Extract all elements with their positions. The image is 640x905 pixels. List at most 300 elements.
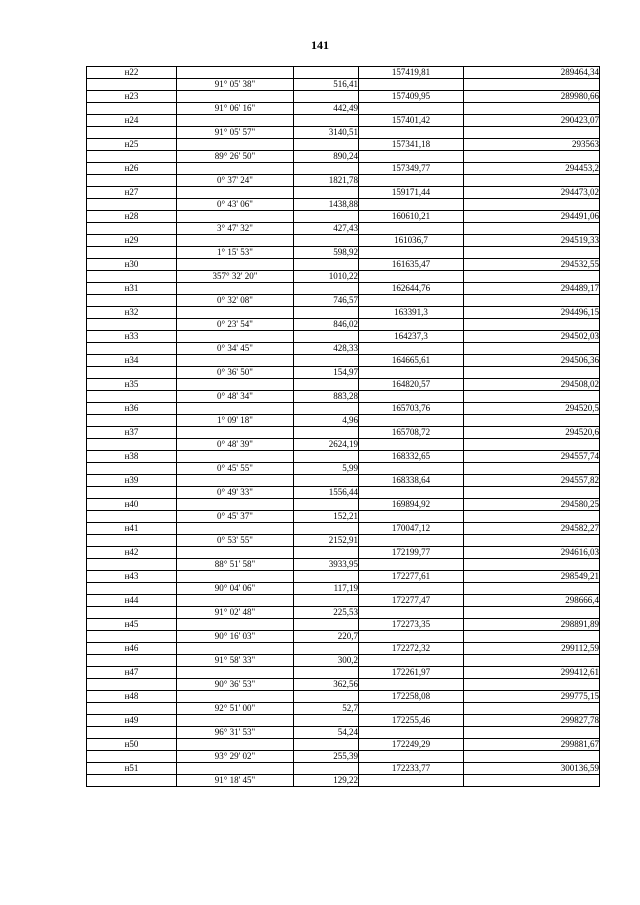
point-name: н46: [87, 643, 177, 655]
empty-cell: [177, 763, 294, 775]
segment-row: [87, 679, 600, 691]
empty-cell: [177, 307, 294, 319]
point-name: н37: [87, 427, 177, 439]
empty-cell: [464, 487, 600, 499]
point-row: [87, 691, 600, 703]
segment-row: [87, 463, 600, 475]
point-y: 298666,4: [464, 595, 600, 607]
point-x: 164665,61: [359, 355, 464, 367]
point-row: [87, 451, 600, 463]
point-y: 289980,66: [464, 91, 600, 103]
empty-cell: [177, 163, 294, 175]
empty-cell: [87, 415, 177, 427]
segment-distance: 2624,19: [294, 439, 359, 451]
empty-cell: [87, 319, 177, 331]
point-row: [87, 571, 600, 583]
point-y: 294582,27: [464, 523, 600, 535]
point-row: [87, 475, 600, 487]
empty-cell: [464, 439, 600, 451]
segment-distance: 746,57: [294, 295, 359, 307]
empty-cell: [294, 571, 359, 583]
empty-cell: [294, 259, 359, 271]
point-row: [87, 715, 600, 727]
empty-cell: [359, 295, 464, 307]
segment-row: [87, 367, 600, 379]
segment-angle: 0° 23' 54": [177, 319, 294, 331]
segment-row: [87, 631, 600, 643]
point-y: 298549,21: [464, 571, 600, 583]
empty-cell: [464, 415, 600, 427]
empty-cell: [177, 91, 294, 103]
empty-cell: [87, 223, 177, 235]
point-x: 164820,57: [359, 379, 464, 391]
empty-cell: [359, 679, 464, 691]
empty-cell: [177, 403, 294, 415]
point-x: 172277,47: [359, 595, 464, 607]
point-name: н47: [87, 667, 177, 679]
point-name: н34: [87, 355, 177, 367]
segment-distance: 225,53: [294, 607, 359, 619]
segment-angle: 0° 36' 50": [177, 367, 294, 379]
point-y: 290423,07: [464, 115, 600, 127]
empty-cell: [294, 115, 359, 127]
point-row: [87, 115, 600, 127]
segment-angle: 0° 43' 06": [177, 199, 294, 211]
point-x: 163391,3: [359, 307, 464, 319]
point-row: [87, 187, 600, 199]
point-row: [87, 403, 600, 415]
empty-cell: [464, 175, 600, 187]
empty-cell: [177, 715, 294, 727]
segment-distance: 154,97: [294, 367, 359, 379]
point-y: 294580,25: [464, 499, 600, 511]
point-name: н42: [87, 547, 177, 559]
point-y: 298891,89: [464, 619, 600, 631]
point-x: 161635,47: [359, 259, 464, 271]
empty-cell: [294, 379, 359, 391]
point-name: н35: [87, 379, 177, 391]
segment-distance: 3140,51: [294, 127, 359, 139]
empty-cell: [464, 727, 600, 739]
segment-angle: 357° 32' 20": [177, 271, 294, 283]
point-x: 172273,35: [359, 619, 464, 631]
segment-distance: 362,56: [294, 679, 359, 691]
empty-cell: [359, 391, 464, 403]
point-name: н29: [87, 235, 177, 247]
segment-row: [87, 655, 600, 667]
point-y: 294496,15: [464, 307, 600, 319]
point-x: 172261,97: [359, 667, 464, 679]
segment-row: [87, 535, 600, 547]
point-name: н31: [87, 283, 177, 295]
point-row: [87, 307, 600, 319]
point-row: [87, 163, 600, 175]
empty-cell: [464, 319, 600, 331]
empty-cell: [177, 619, 294, 631]
point-name: н26: [87, 163, 177, 175]
point-name: н48: [87, 691, 177, 703]
empty-cell: [294, 739, 359, 751]
segment-row: [87, 319, 600, 331]
point-x: 164237,3: [359, 331, 464, 343]
point-name: н45: [87, 619, 177, 631]
empty-cell: [294, 139, 359, 151]
point-name: н24: [87, 115, 177, 127]
segment-angle: 0° 45' 37": [177, 511, 294, 523]
empty-cell: [177, 187, 294, 199]
point-row: [87, 67, 600, 79]
segment-distance: 52,7: [294, 703, 359, 715]
segment-row: [87, 439, 600, 451]
segment-angle: 0° 49' 33": [177, 487, 294, 499]
empty-cell: [294, 331, 359, 343]
empty-cell: [359, 511, 464, 523]
empty-cell: [87, 727, 177, 739]
point-x: 172233,77: [359, 763, 464, 775]
empty-cell: [294, 451, 359, 463]
empty-cell: [359, 535, 464, 547]
empty-cell: [87, 151, 177, 163]
empty-cell: [87, 583, 177, 595]
point-row: [87, 523, 600, 535]
point-y: 294453,2: [464, 163, 600, 175]
segment-distance: 129,22: [294, 775, 359, 787]
empty-cell: [464, 271, 600, 283]
empty-cell: [294, 715, 359, 727]
point-y: 299412,61: [464, 667, 600, 679]
empty-cell: [87, 679, 177, 691]
segment-distance: 255,39: [294, 751, 359, 763]
point-name: н50: [87, 739, 177, 751]
segment-row: [87, 703, 600, 715]
empty-cell: [87, 439, 177, 451]
empty-cell: [177, 115, 294, 127]
empty-cell: [87, 631, 177, 643]
segment-distance: 300,2: [294, 655, 359, 667]
empty-cell: [359, 583, 464, 595]
segment-distance: 2152,91: [294, 535, 359, 547]
segment-angle: 91° 05' 38": [177, 79, 294, 91]
point-name: н22: [87, 67, 177, 79]
empty-cell: [359, 79, 464, 91]
empty-cell: [87, 199, 177, 211]
empty-cell: [464, 391, 600, 403]
segment-angle: 0° 48' 34": [177, 391, 294, 403]
empty-cell: [294, 619, 359, 631]
point-row: [87, 595, 600, 607]
point-row: [87, 235, 600, 247]
point-x: 159171,44: [359, 187, 464, 199]
point-x: 162644,76: [359, 283, 464, 295]
point-row: [87, 499, 600, 511]
point-y: 294489,17: [464, 283, 600, 295]
empty-cell: [87, 343, 177, 355]
empty-cell: [177, 427, 294, 439]
point-name: н23: [87, 91, 177, 103]
empty-cell: [359, 775, 464, 787]
empty-cell: [294, 355, 359, 367]
point-name: н51: [87, 763, 177, 775]
point-y: 294491,06: [464, 211, 600, 223]
point-x: 169894,92: [359, 499, 464, 511]
empty-cell: [294, 163, 359, 175]
empty-cell: [177, 499, 294, 511]
point-x: 172255,46: [359, 715, 464, 727]
empty-cell: [359, 367, 464, 379]
empty-cell: [294, 211, 359, 223]
empty-cell: [294, 691, 359, 703]
empty-cell: [177, 643, 294, 655]
empty-cell: [359, 199, 464, 211]
segment-angle: 91° 02' 48": [177, 607, 294, 619]
segment-angle: 0° 45' 55": [177, 463, 294, 475]
empty-cell: [177, 379, 294, 391]
segment-angle: 1° 15' 53": [177, 247, 294, 259]
empty-cell: [359, 151, 464, 163]
empty-cell: [294, 403, 359, 415]
segment-distance: 3933,95: [294, 559, 359, 571]
empty-cell: [294, 547, 359, 559]
empty-cell: [87, 559, 177, 571]
empty-cell: [177, 739, 294, 751]
empty-cell: [294, 67, 359, 79]
empty-cell: [177, 691, 294, 703]
point-row: [87, 643, 600, 655]
empty-cell: [359, 655, 464, 667]
segment-angle: 0° 48' 39": [177, 439, 294, 451]
segment-row: [87, 415, 600, 427]
empty-cell: [87, 103, 177, 115]
segment-distance: 427,43: [294, 223, 359, 235]
segment-distance: 883,28: [294, 391, 359, 403]
segment-distance: 1010,22: [294, 271, 359, 283]
point-y: 294506,36: [464, 355, 600, 367]
segment-row: [87, 583, 600, 595]
empty-cell: [464, 151, 600, 163]
empty-cell: [87, 751, 177, 763]
empty-cell: [464, 583, 600, 595]
segment-row: [87, 487, 600, 499]
segment-angle: 91° 05' 57": [177, 127, 294, 139]
point-x: 157341,18: [359, 139, 464, 151]
coordinates-table: [86, 66, 600, 787]
empty-cell: [177, 259, 294, 271]
point-x: 172277,61: [359, 571, 464, 583]
segment-distance: 1556,44: [294, 487, 359, 499]
empty-cell: [359, 559, 464, 571]
empty-cell: [464, 247, 600, 259]
empty-cell: [294, 283, 359, 295]
empty-cell: [177, 211, 294, 223]
point-name: н40: [87, 499, 177, 511]
point-x: 161036,7: [359, 235, 464, 247]
empty-cell: [177, 139, 294, 151]
empty-cell: [294, 595, 359, 607]
empty-cell: [87, 775, 177, 787]
point-name: н25: [87, 139, 177, 151]
empty-cell: [294, 763, 359, 775]
segment-row: [87, 727, 600, 739]
segment-row: [87, 103, 600, 115]
empty-cell: [359, 751, 464, 763]
point-y: 294520,5: [464, 403, 600, 415]
segment-distance: 428,33: [294, 343, 359, 355]
point-row: [87, 427, 600, 439]
point-name: н49: [87, 715, 177, 727]
segment-distance: 1438,88: [294, 199, 359, 211]
empty-cell: [464, 655, 600, 667]
empty-cell: [87, 607, 177, 619]
empty-cell: [87, 511, 177, 523]
empty-cell: [464, 535, 600, 547]
empty-cell: [294, 667, 359, 679]
segment-row: [87, 751, 600, 763]
point-y: 294532,55: [464, 259, 600, 271]
empty-cell: [464, 295, 600, 307]
point-name: н32: [87, 307, 177, 319]
page-number: 141: [311, 38, 329, 52]
point-y: 294616,03: [464, 547, 600, 559]
point-y: 294502,03: [464, 331, 600, 343]
empty-cell: [177, 67, 294, 79]
empty-cell: [464, 511, 600, 523]
empty-cell: [464, 127, 600, 139]
point-name: н39: [87, 475, 177, 487]
point-row: [87, 331, 600, 343]
segment-distance: 846,02: [294, 319, 359, 331]
empty-cell: [87, 247, 177, 259]
segment-distance: 54,24: [294, 727, 359, 739]
point-row: [87, 739, 600, 751]
point-row: [87, 283, 600, 295]
segment-distance: 5,99: [294, 463, 359, 475]
segment-row: [87, 343, 600, 355]
point-y: 294557,82: [464, 475, 600, 487]
empty-cell: [359, 727, 464, 739]
empty-cell: [359, 271, 464, 283]
point-row: [87, 547, 600, 559]
segment-row: [87, 127, 600, 139]
segment-row: [87, 607, 600, 619]
empty-cell: [464, 679, 600, 691]
empty-cell: [464, 463, 600, 475]
segment-row: [87, 511, 600, 523]
segment-distance: 4,96: [294, 415, 359, 427]
segment-angle: 1° 09' 18": [177, 415, 294, 427]
empty-cell: [87, 295, 177, 307]
empty-cell: [177, 451, 294, 463]
segment-distance: 890,24: [294, 151, 359, 163]
empty-cell: [464, 79, 600, 91]
empty-cell: [359, 103, 464, 115]
empty-cell: [177, 355, 294, 367]
segment-row: [87, 391, 600, 403]
point-y: 294520,6: [464, 427, 600, 439]
point-x: 168332,65: [359, 451, 464, 463]
empty-cell: [177, 547, 294, 559]
segment-angle: 3° 47' 32": [177, 223, 294, 235]
empty-cell: [359, 703, 464, 715]
point-row: [87, 667, 600, 679]
coordinates-table-body: [87, 67, 600, 787]
point-name: н44: [87, 595, 177, 607]
empty-cell: [359, 607, 464, 619]
empty-cell: [359, 343, 464, 355]
empty-cell: [87, 175, 177, 187]
point-name: н38: [87, 451, 177, 463]
point-y: 299881,67: [464, 739, 600, 751]
empty-cell: [464, 703, 600, 715]
empty-cell: [359, 631, 464, 643]
empty-cell: [87, 79, 177, 91]
empty-cell: [177, 595, 294, 607]
point-x: 172258,08: [359, 691, 464, 703]
empty-cell: [177, 571, 294, 583]
empty-cell: [464, 775, 600, 787]
empty-cell: [294, 643, 359, 655]
segment-row: [87, 175, 600, 187]
empty-cell: [359, 319, 464, 331]
empty-cell: [87, 367, 177, 379]
empty-cell: [464, 559, 600, 571]
point-y: 294519,33: [464, 235, 600, 247]
empty-cell: [177, 283, 294, 295]
segment-row: [87, 151, 600, 163]
segment-distance: 220,7: [294, 631, 359, 643]
segment-angle: 96° 31' 53": [177, 727, 294, 739]
segment-angle: 92° 51' 00": [177, 703, 294, 715]
segment-angle: 90° 36' 53": [177, 679, 294, 691]
empty-cell: [294, 427, 359, 439]
point-x: 157419,81: [359, 67, 464, 79]
empty-cell: [294, 235, 359, 247]
empty-cell: [87, 127, 177, 139]
segment-distance: 117,19: [294, 583, 359, 595]
point-row: [87, 211, 600, 223]
segment-angle: 93° 29' 02": [177, 751, 294, 763]
segment-angle: 91° 58' 33": [177, 655, 294, 667]
segment-row: [87, 295, 600, 307]
empty-cell: [294, 187, 359, 199]
point-x: 157409,95: [359, 91, 464, 103]
segment-angle: 90° 04' 06": [177, 583, 294, 595]
empty-cell: [359, 415, 464, 427]
point-y: 294473,02: [464, 187, 600, 199]
point-name: н43: [87, 571, 177, 583]
segment-angle: 91° 06' 16": [177, 103, 294, 115]
point-x: 157401,42: [359, 115, 464, 127]
point-name: н27: [87, 187, 177, 199]
segment-distance: 598,92: [294, 247, 359, 259]
empty-cell: [464, 367, 600, 379]
empty-cell: [177, 331, 294, 343]
empty-cell: [87, 535, 177, 547]
empty-cell: [87, 487, 177, 499]
segment-row: [87, 79, 600, 91]
segment-row: [87, 559, 600, 571]
empty-cell: [464, 199, 600, 211]
segment-distance: 442,49: [294, 103, 359, 115]
segment-angle: 0° 37' 24": [177, 175, 294, 187]
empty-cell: [177, 667, 294, 679]
empty-cell: [87, 391, 177, 403]
empty-cell: [177, 235, 294, 247]
empty-cell: [87, 271, 177, 283]
point-y: 299775,15: [464, 691, 600, 703]
segment-row: [87, 199, 600, 211]
point-row: [87, 379, 600, 391]
empty-cell: [464, 631, 600, 643]
